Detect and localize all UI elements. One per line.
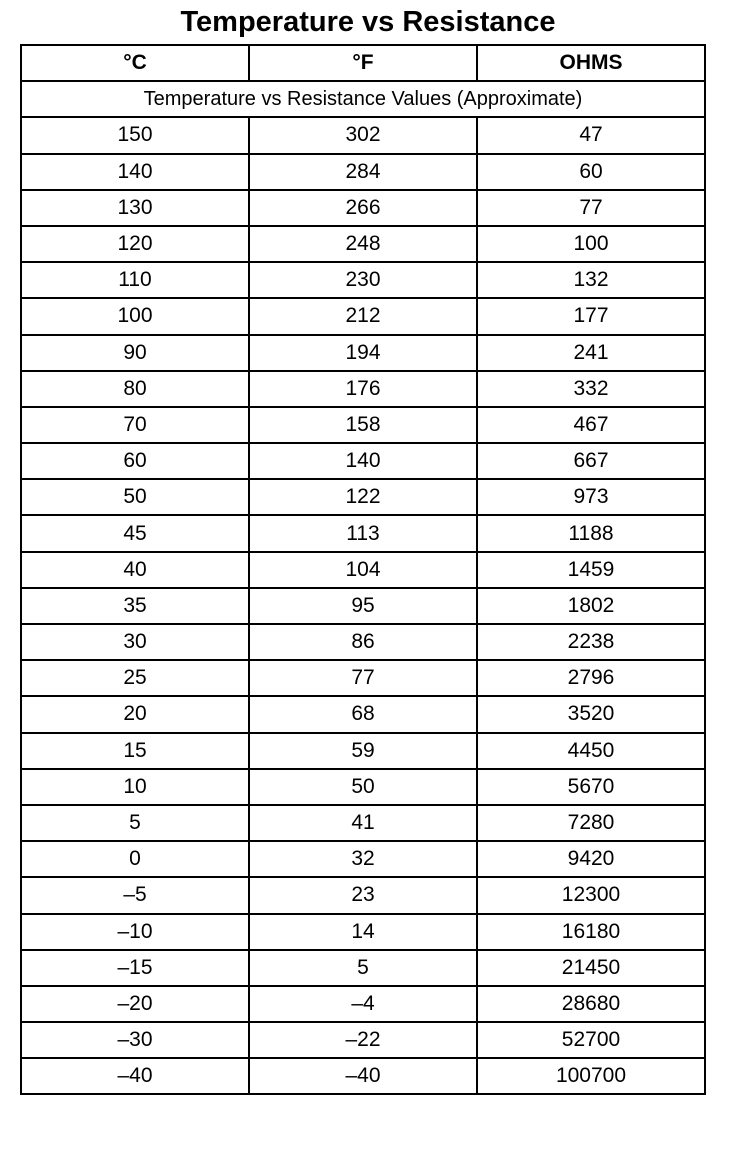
header-row bbox=[21, 45, 705, 81]
celsius-cell: 35 bbox=[21, 588, 249, 624]
fahrenheit-cell: –40 bbox=[249, 1058, 477, 1094]
celsius-cell: –30 bbox=[21, 1022, 249, 1058]
celsius-cell: –15 bbox=[21, 950, 249, 986]
celsius-cell: 120 bbox=[21, 226, 249, 262]
table-row bbox=[21, 371, 705, 407]
celsius-cell: 10 bbox=[21, 769, 249, 805]
fahrenheit-cell: 41 bbox=[249, 805, 477, 841]
celsius-cell: 110 bbox=[21, 262, 249, 298]
ohms-cell: 100 bbox=[477, 226, 705, 262]
table-row bbox=[21, 588, 705, 624]
table-row bbox=[21, 407, 705, 443]
celsius-cell: –10 bbox=[21, 914, 249, 950]
table-row bbox=[21, 552, 705, 588]
ohms-cell: 1188 bbox=[477, 515, 705, 551]
table-row bbox=[21, 950, 705, 986]
ohms-cell: 332 bbox=[477, 371, 705, 407]
table-row bbox=[21, 733, 705, 769]
ohms-cell: 3520 bbox=[477, 696, 705, 732]
celsius-cell: 5 bbox=[21, 805, 249, 841]
fahrenheit-cell: 122 bbox=[249, 479, 477, 515]
fahrenheit-cell: 14 bbox=[249, 914, 477, 950]
celsius-cell: 80 bbox=[21, 371, 249, 407]
fahrenheit-cell: 194 bbox=[249, 335, 477, 371]
celsius-cell: 15 bbox=[21, 733, 249, 769]
table-row bbox=[21, 1022, 705, 1058]
celsius-cell: 45 bbox=[21, 515, 249, 551]
ohms-cell: 60 bbox=[477, 154, 705, 190]
celsius-cell: 100 bbox=[21, 298, 249, 334]
fahrenheit-cell: 140 bbox=[249, 443, 477, 479]
celsius-cell: 40 bbox=[21, 552, 249, 588]
celsius-cell: 25 bbox=[21, 660, 249, 696]
celsius-cell: 70 bbox=[21, 407, 249, 443]
ohms-cell: 973 bbox=[477, 479, 705, 515]
table-row bbox=[21, 298, 705, 334]
table-row bbox=[21, 117, 705, 153]
ohms-cell: 28680 bbox=[477, 986, 705, 1022]
celsius-cell: 50 bbox=[21, 479, 249, 515]
subtitle-row bbox=[21, 81, 705, 117]
ohms-cell: 241 bbox=[477, 335, 705, 371]
table-row bbox=[21, 986, 705, 1022]
celsius-cell: 30 bbox=[21, 624, 249, 660]
celsius-cell: 0 bbox=[21, 841, 249, 877]
fahrenheit-cell: 5 bbox=[249, 950, 477, 986]
ohms-cell: 100700 bbox=[477, 1058, 705, 1094]
ohms-cell: 132 bbox=[477, 262, 705, 298]
fahrenheit-cell: 230 bbox=[249, 262, 477, 298]
fahrenheit-cell: 104 bbox=[249, 552, 477, 588]
fahrenheit-cell: 32 bbox=[249, 841, 477, 877]
celsius-cell: 130 bbox=[21, 190, 249, 226]
table-row bbox=[21, 624, 705, 660]
fahrenheit-cell: 95 bbox=[249, 588, 477, 624]
celsius-cell: –20 bbox=[21, 986, 249, 1022]
celsius-cell: 60 bbox=[21, 443, 249, 479]
table-row bbox=[21, 335, 705, 371]
table-row bbox=[21, 1058, 705, 1094]
fahrenheit-cell: 50 bbox=[249, 769, 477, 805]
header-ohms: OHMS bbox=[477, 45, 705, 81]
fahrenheit-cell: 59 bbox=[249, 733, 477, 769]
header-fahrenheit: °F bbox=[249, 45, 477, 81]
table-row bbox=[21, 479, 705, 515]
ohms-cell: 2796 bbox=[477, 660, 705, 696]
celsius-cell: 150 bbox=[21, 117, 249, 153]
celsius-cell: 140 bbox=[21, 154, 249, 190]
fahrenheit-cell: 266 bbox=[249, 190, 477, 226]
celsius-cell: 20 bbox=[21, 696, 249, 732]
fahrenheit-cell: 302 bbox=[249, 117, 477, 153]
page-title: Temperature vs Resistance bbox=[180, 6, 556, 38]
ohms-cell: 5670 bbox=[477, 769, 705, 805]
celsius-cell: –5 bbox=[21, 877, 249, 913]
ohms-cell: 467 bbox=[477, 407, 705, 443]
ohms-cell: 1459 bbox=[477, 552, 705, 588]
table-row bbox=[21, 914, 705, 950]
ohms-cell: 77 bbox=[477, 190, 705, 226]
celsius-cell: –40 bbox=[21, 1058, 249, 1094]
table-row bbox=[21, 841, 705, 877]
table-row bbox=[21, 262, 705, 298]
table-subtitle: Temperature vs Resistance Values (Approximate) bbox=[21, 81, 705, 117]
ohms-cell: 21450 bbox=[477, 950, 705, 986]
ohms-cell: 16180 bbox=[477, 914, 705, 950]
fahrenheit-cell: 113 bbox=[249, 515, 477, 551]
ohms-cell: 12300 bbox=[477, 877, 705, 913]
fahrenheit-cell: 158 bbox=[249, 407, 477, 443]
table-row bbox=[21, 443, 705, 479]
ohms-cell: 177 bbox=[477, 298, 705, 334]
fahrenheit-cell: 284 bbox=[249, 154, 477, 190]
table-row bbox=[21, 805, 705, 841]
fahrenheit-cell: 68 bbox=[249, 696, 477, 732]
ohms-cell: 1802 bbox=[477, 588, 705, 624]
fahrenheit-cell: 86 bbox=[249, 624, 477, 660]
ohms-cell: 52700 bbox=[477, 1022, 705, 1058]
fahrenheit-cell: 248 bbox=[249, 226, 477, 262]
table-row bbox=[21, 515, 705, 551]
temperature-resistance-table bbox=[20, 44, 706, 1095]
celsius-cell: 90 bbox=[21, 335, 249, 371]
table-row bbox=[21, 190, 705, 226]
ohms-cell: 9420 bbox=[477, 841, 705, 877]
table-row bbox=[21, 226, 705, 262]
fahrenheit-cell: 176 bbox=[249, 371, 477, 407]
fahrenheit-cell: 77 bbox=[249, 660, 477, 696]
header-celsius: °C bbox=[21, 45, 249, 81]
ohms-cell: 47 bbox=[477, 117, 705, 153]
ohms-cell: 7280 bbox=[477, 805, 705, 841]
ohms-cell: 2238 bbox=[477, 624, 705, 660]
fahrenheit-cell: –4 bbox=[249, 986, 477, 1022]
ohms-cell: 4450 bbox=[477, 733, 705, 769]
table-row bbox=[21, 769, 705, 805]
table-row bbox=[21, 877, 705, 913]
fahrenheit-cell: –22 bbox=[249, 1022, 477, 1058]
table-row bbox=[21, 696, 705, 732]
fahrenheit-cell: 212 bbox=[249, 298, 477, 334]
ohms-cell: 667 bbox=[477, 443, 705, 479]
fahrenheit-cell: 23 bbox=[249, 877, 477, 913]
table-row bbox=[21, 154, 705, 190]
table-row bbox=[21, 660, 705, 696]
